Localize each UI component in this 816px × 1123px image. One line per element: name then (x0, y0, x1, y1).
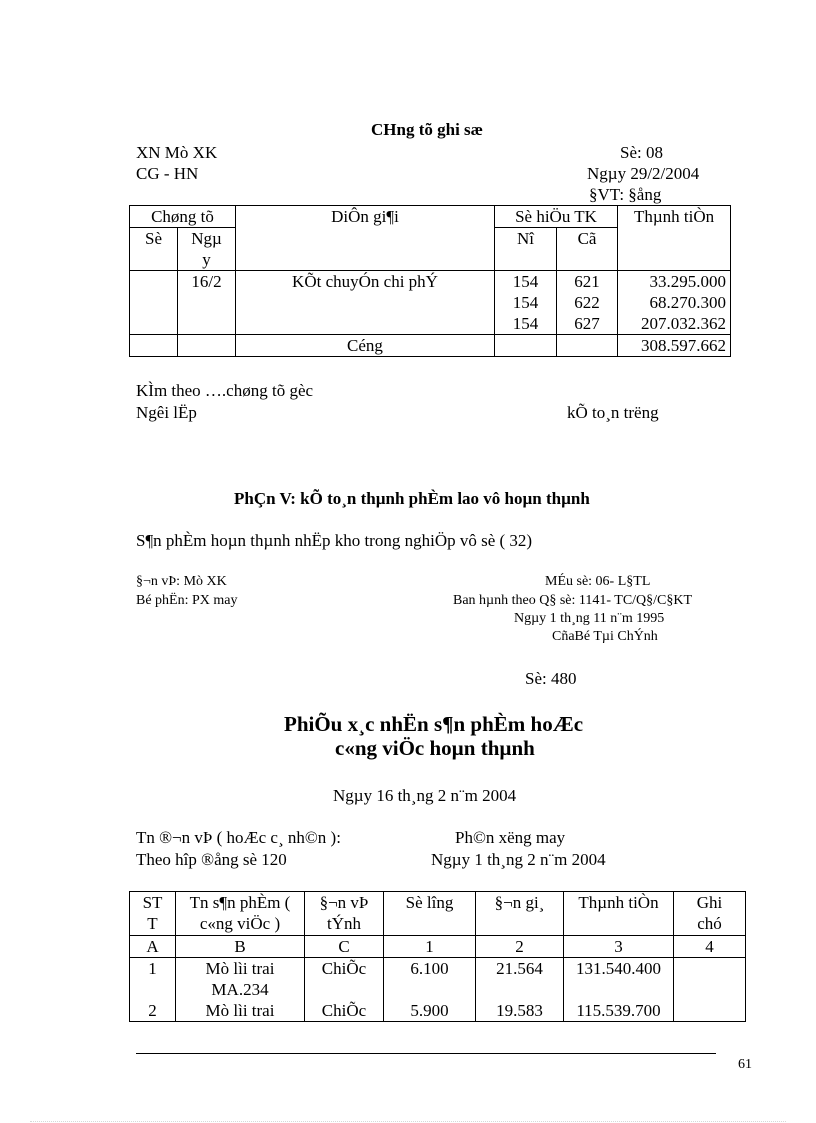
header-dien-giai: DiÔn gi¶i (236, 206, 495, 271)
section-subheading: S¶n phÈm hoµn thµnh nhËp kho trong nghiÖp vô sè ( 32) (136, 531, 533, 550)
col-header-ten-san-pham: Tn s¶n phÈm ( c«ng viÖc ) (176, 892, 305, 936)
code-b: B (176, 936, 305, 958)
voucher-preparer: Ngêi lËp (136, 403, 197, 422)
voucher-chief-accountant: kÕ to¸n trëng (567, 403, 659, 422)
amount-1: 33.295.000 (649, 272, 727, 291)
cell-ngay: 16/2 (178, 271, 236, 335)
header-so: Sè (130, 228, 178, 271)
tk-co-2: 622 (574, 293, 600, 312)
row2-unit: ChiÕc (321, 1001, 367, 1020)
total-empty-4 (557, 335, 618, 357)
col-header-don-vi-tinh: §¬n vÞ tÝnh (305, 892, 384, 936)
tk-no-1: 154 (512, 272, 539, 291)
table-cell-price (476, 958, 564, 1022)
row2-price: 19.583 (496, 1001, 543, 1020)
voucher-attach: KÌm theo ….chøng tõ gèc (136, 381, 314, 400)
voucher-org-line2: CG - HN (136, 164, 199, 183)
form-dept: Bé phËn: PX may (136, 593, 238, 608)
header-so-hieu-tk: Sè hiÖu TK (495, 206, 618, 228)
cell-dien-giai: KÕt chuyÓn chi phÝ (236, 271, 495, 335)
form-ministry: CñaBé Tµi ChÝnh (552, 629, 658, 644)
header-thanh-tien: Thµnh tiÒn (618, 206, 731, 271)
form-unit-name-value: Ph©n xëng may (455, 828, 566, 847)
code-4: 4 (674, 936, 746, 958)
code-c: C (305, 936, 384, 958)
cell-thanh-tien (618, 271, 731, 335)
col-header-don-gia: §¬n gi¸ (476, 892, 564, 936)
tk-co-3: 627 (574, 314, 600, 333)
col-header-thanh-tien: Thµnh tiÒn (564, 892, 674, 936)
tk-co-1: 621 (574, 272, 600, 291)
form-no: MÉu sè: 06- L§TL (545, 574, 651, 589)
voucher-title: CHng tõ ghi sæ (371, 120, 483, 139)
total-empty-3 (495, 335, 557, 357)
header-ngay: Ngµ y (178, 228, 236, 271)
voucher-org-line1: XN Mò XK (136, 143, 218, 162)
row2-amount: 115.539.700 (576, 1001, 661, 1020)
table-cell-unit (305, 958, 384, 1022)
total-empty-1 (130, 335, 178, 357)
row1-qty: 6.100 (410, 959, 449, 978)
total-label: Céng (236, 335, 495, 357)
form-title-line2: c«ng viÖc hoµn thµnh (335, 736, 535, 760)
form-issued-by: Ban hµnh theo Q§ sè: 1141- TC/Q§/C§KT (453, 593, 693, 608)
voucher-unit: §VT: §ång (589, 185, 662, 204)
code-3: 3 (564, 936, 674, 958)
voucher-table (129, 205, 731, 357)
total-amount: 308.597.662 (618, 335, 731, 357)
header-co: Cã (557, 228, 618, 271)
section-heading: PhÇn V: kÕ to¸n thµnh phÈm lao vô hoµn thµnh (234, 489, 590, 508)
row1-name: Mò lìi trai MA.234 (205, 959, 275, 999)
table-cell-stt (130, 958, 176, 1022)
total-empty-2 (178, 335, 236, 357)
code-1: 1 (384, 936, 476, 958)
voucher-date: Ngµy 29/2/2004 (587, 164, 700, 183)
header-chung-tu: Chøng tõ (130, 206, 236, 228)
form-unit-name-label: Tn ®¬n vÞ ( hoÆc c¸ nh©n ): (136, 828, 341, 847)
table-cell-amount (564, 958, 674, 1022)
col-header-stt: ST T (130, 892, 176, 936)
table-cell-qty (384, 958, 476, 1022)
form-contract-label: Theo hîp ®ång sè 120 (136, 850, 287, 869)
page-edge-dots (30, 1121, 786, 1122)
form-table (129, 891, 746, 1022)
page-number: 61 (738, 1057, 752, 1072)
form-date: Ngµy 16 th¸ng 2 n¨m 2004 (333, 786, 517, 805)
tk-no-2: 154 (512, 293, 539, 312)
code-a: A (130, 936, 176, 958)
form-number: Sè: 480 (525, 669, 577, 688)
col-header-so-luong: Sè lîng (384, 892, 476, 936)
form-unit: §¬n vÞ: Mò XK (136, 574, 227, 589)
form-issued-date: Ngµy 1 th¸ng 11 n¨m 1995 (514, 611, 665, 626)
table-cell-name (176, 958, 305, 1022)
row1-note (674, 958, 745, 1000)
row2-stt: 2 (148, 1001, 157, 1020)
row1-unit: ChiÕc (321, 959, 367, 978)
amount-2: 68.270.300 (649, 293, 727, 312)
table-cell-note (674, 958, 746, 1022)
row2-qty: 5.900 (410, 1001, 449, 1020)
header-no: Nî (495, 228, 557, 271)
form-contract-date: Ngµy 1 th¸ng 2 n¨m 2004 (431, 850, 606, 869)
footer-rule (136, 1053, 716, 1054)
row2-name: Mò lìi trai (205, 1001, 275, 1020)
row1-stt: 1 (148, 959, 157, 978)
form-title-line1: PhiÕu x¸c nhËn s¶n phÈm hoÆc (284, 712, 584, 736)
amount-3: 207.032.362 (641, 314, 727, 333)
tk-no-3: 154 (512, 314, 539, 333)
cell-so (130, 271, 178, 335)
voucher-number: Sè: 08 (620, 143, 663, 162)
col-header-ghi-chu: Ghi chó (674, 892, 746, 936)
code-2: 2 (476, 936, 564, 958)
cell-co (557, 271, 618, 335)
row1-amount: 131.540.400 (576, 959, 661, 978)
cell-no (495, 271, 557, 335)
row1-price: 21.564 (496, 959, 543, 978)
